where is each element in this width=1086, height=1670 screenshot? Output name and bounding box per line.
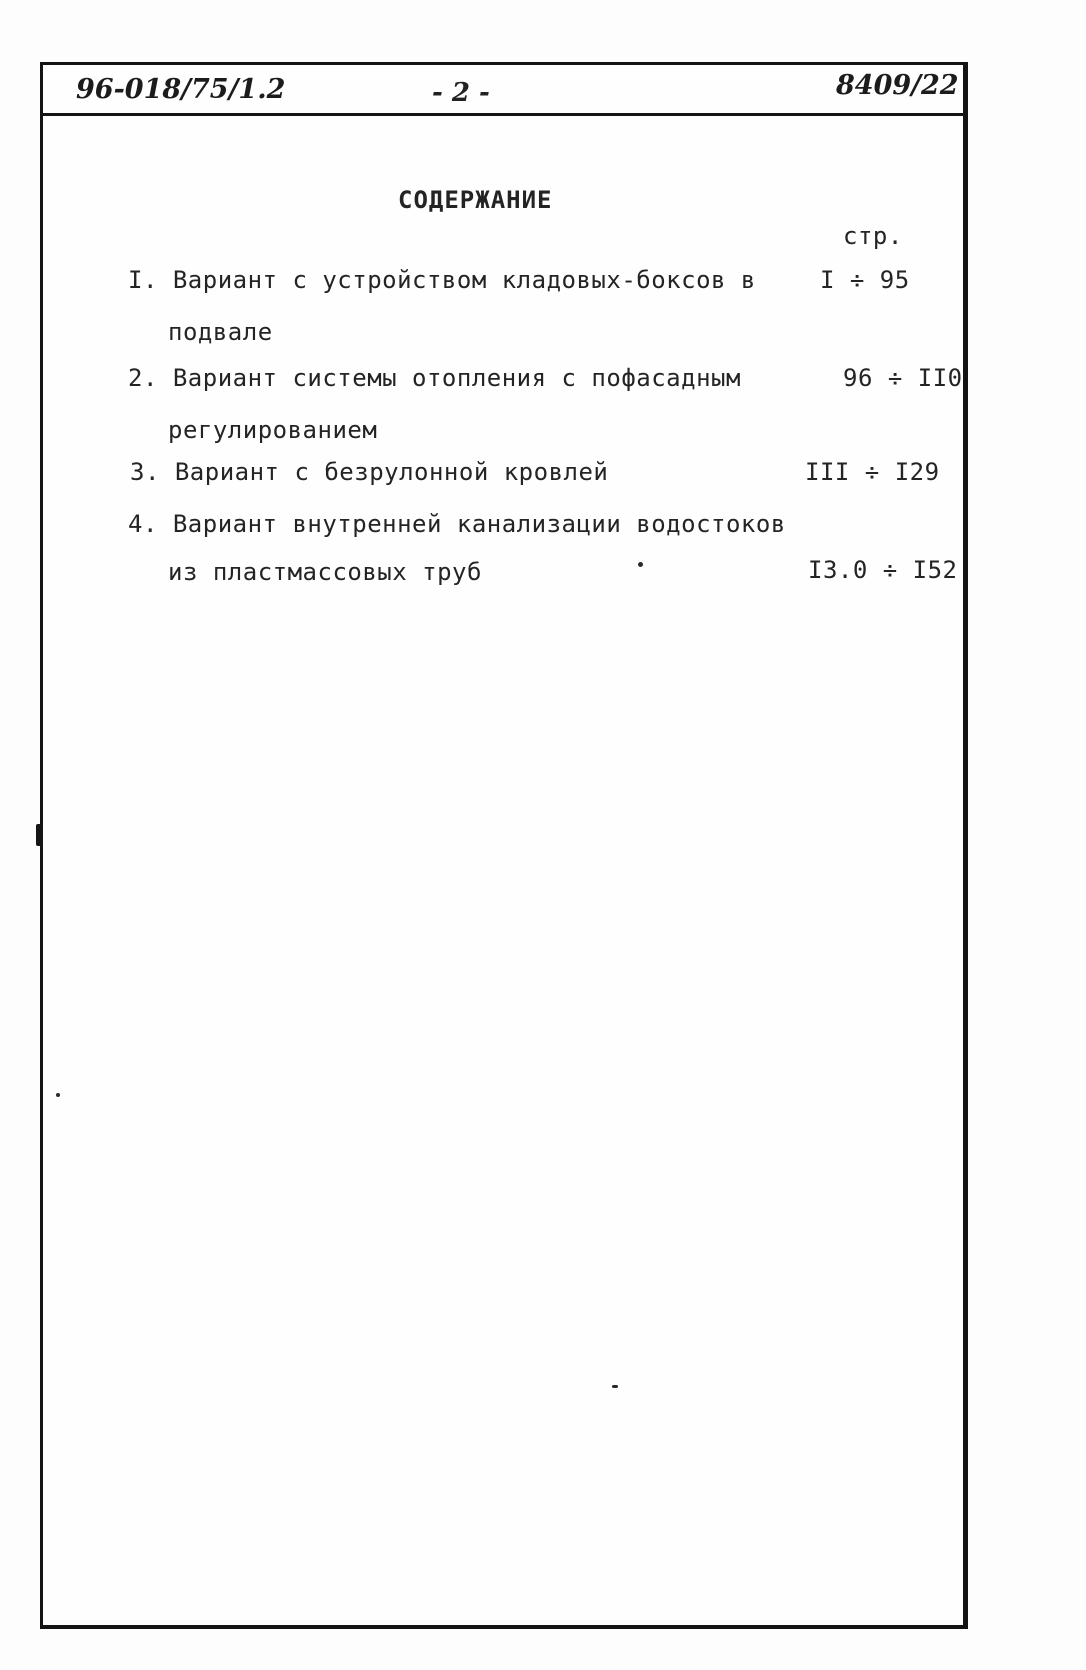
pages-column-label: стр. (843, 222, 903, 250)
scan-speck (56, 1093, 60, 1097)
page-frame-border (40, 62, 968, 1629)
toc-item-1-line-1: I. Вариант с устройством кладовых-боксов в (128, 266, 756, 294)
toc-item-3-pages: III ÷ I29 (805, 458, 940, 486)
toc-item-4-line-2: из пластмассовых труб (168, 558, 482, 586)
toc-item-1-pages: I ÷ 95 (820, 266, 910, 294)
scan-speck (638, 562, 643, 567)
scan-edge-mark (36, 824, 43, 846)
scan-speck (612, 1385, 618, 1388)
document-code: 8409/22 (836, 70, 959, 101)
header-divider-line (40, 113, 965, 116)
toc-item-4-pages: I3.0 ÷ I52 (808, 556, 958, 584)
document-number: 96-018/75/1.2 (76, 74, 286, 105)
toc-item-2-line-2: регулированием (168, 416, 378, 444)
toc-item-1-line-2: подвале (168, 318, 273, 346)
toc-item-2-pages: 96 ÷ II0 (843, 364, 963, 392)
toc-item-4-line-1: 4. Вариант внутренней канализации водостоков (128, 510, 786, 538)
toc-item-3-line-1: 3. Вариант с безрулонной кровлей (130, 458, 609, 486)
page-number: - 2 - (432, 78, 490, 108)
toc-item-2-line-1: 2. Вариант системы отопления с пофасадным (128, 364, 741, 392)
toc-title: СОДЕРЖАНИЕ (398, 186, 553, 214)
